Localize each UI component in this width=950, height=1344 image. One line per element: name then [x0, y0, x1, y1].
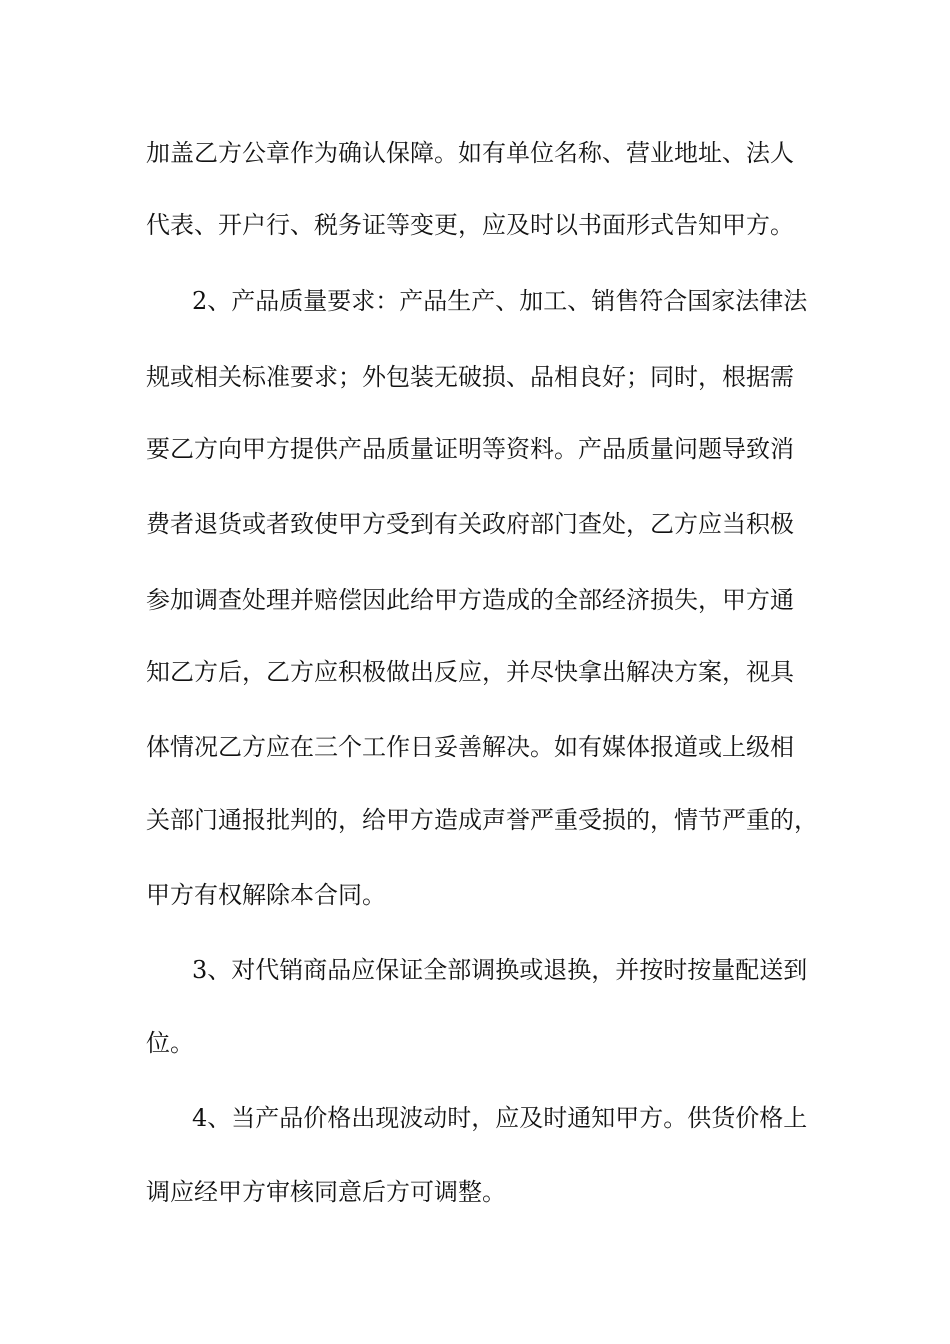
text-line: 规或相关标准要求；外包装无破损、品相良好；同时，根据需	[146, 363, 794, 391]
text-line: 要乙方向甲方提供产品质量证明等资料。产品质量问题导致消	[146, 435, 794, 463]
text-line: 关部门通报批判的，给甲方造成声誉严重受损的，情节严重的，	[146, 806, 818, 834]
paragraph-3-start: 3、对代销商品应保证全部调换或退换，并按时按量配送到	[192, 956, 808, 984]
text-line: 知乙方后，乙方应积极做出反应，并尽快拿出解决方案，视具	[146, 658, 794, 686]
text-line: 体情况乙方应在三个工作日妥善解决。如有媒体报道或上级相	[146, 733, 794, 761]
text-line: 位。	[146, 1029, 194, 1057]
text-line: 甲方有权解除本合同。	[146, 881, 386, 909]
paragraph-4-start: 4、当产品价格出现波动时，应及时通知甲方。供货价格上	[192, 1104, 808, 1132]
text-line: 参加调查处理并赔偿因此给甲方造成的全部经济损失，甲方通	[146, 586, 794, 614]
text-line: 调应经甲方审核同意后方可调整。	[146, 1178, 506, 1206]
text-line: 加盖乙方公章作为确认保障。如有单位名称、营业地址、法人	[146, 139, 794, 167]
text-line: 费者退货或者致使甲方受到有关政府部门查处，乙方应当积极	[146, 510, 794, 538]
text-line: 代表、开户行、税务证等变更，应及时以书面形式告知甲方。	[146, 211, 794, 239]
paragraph-2-start: 2、产品质量要求：产品生产、加工、销售符合国家法律法	[192, 287, 808, 315]
